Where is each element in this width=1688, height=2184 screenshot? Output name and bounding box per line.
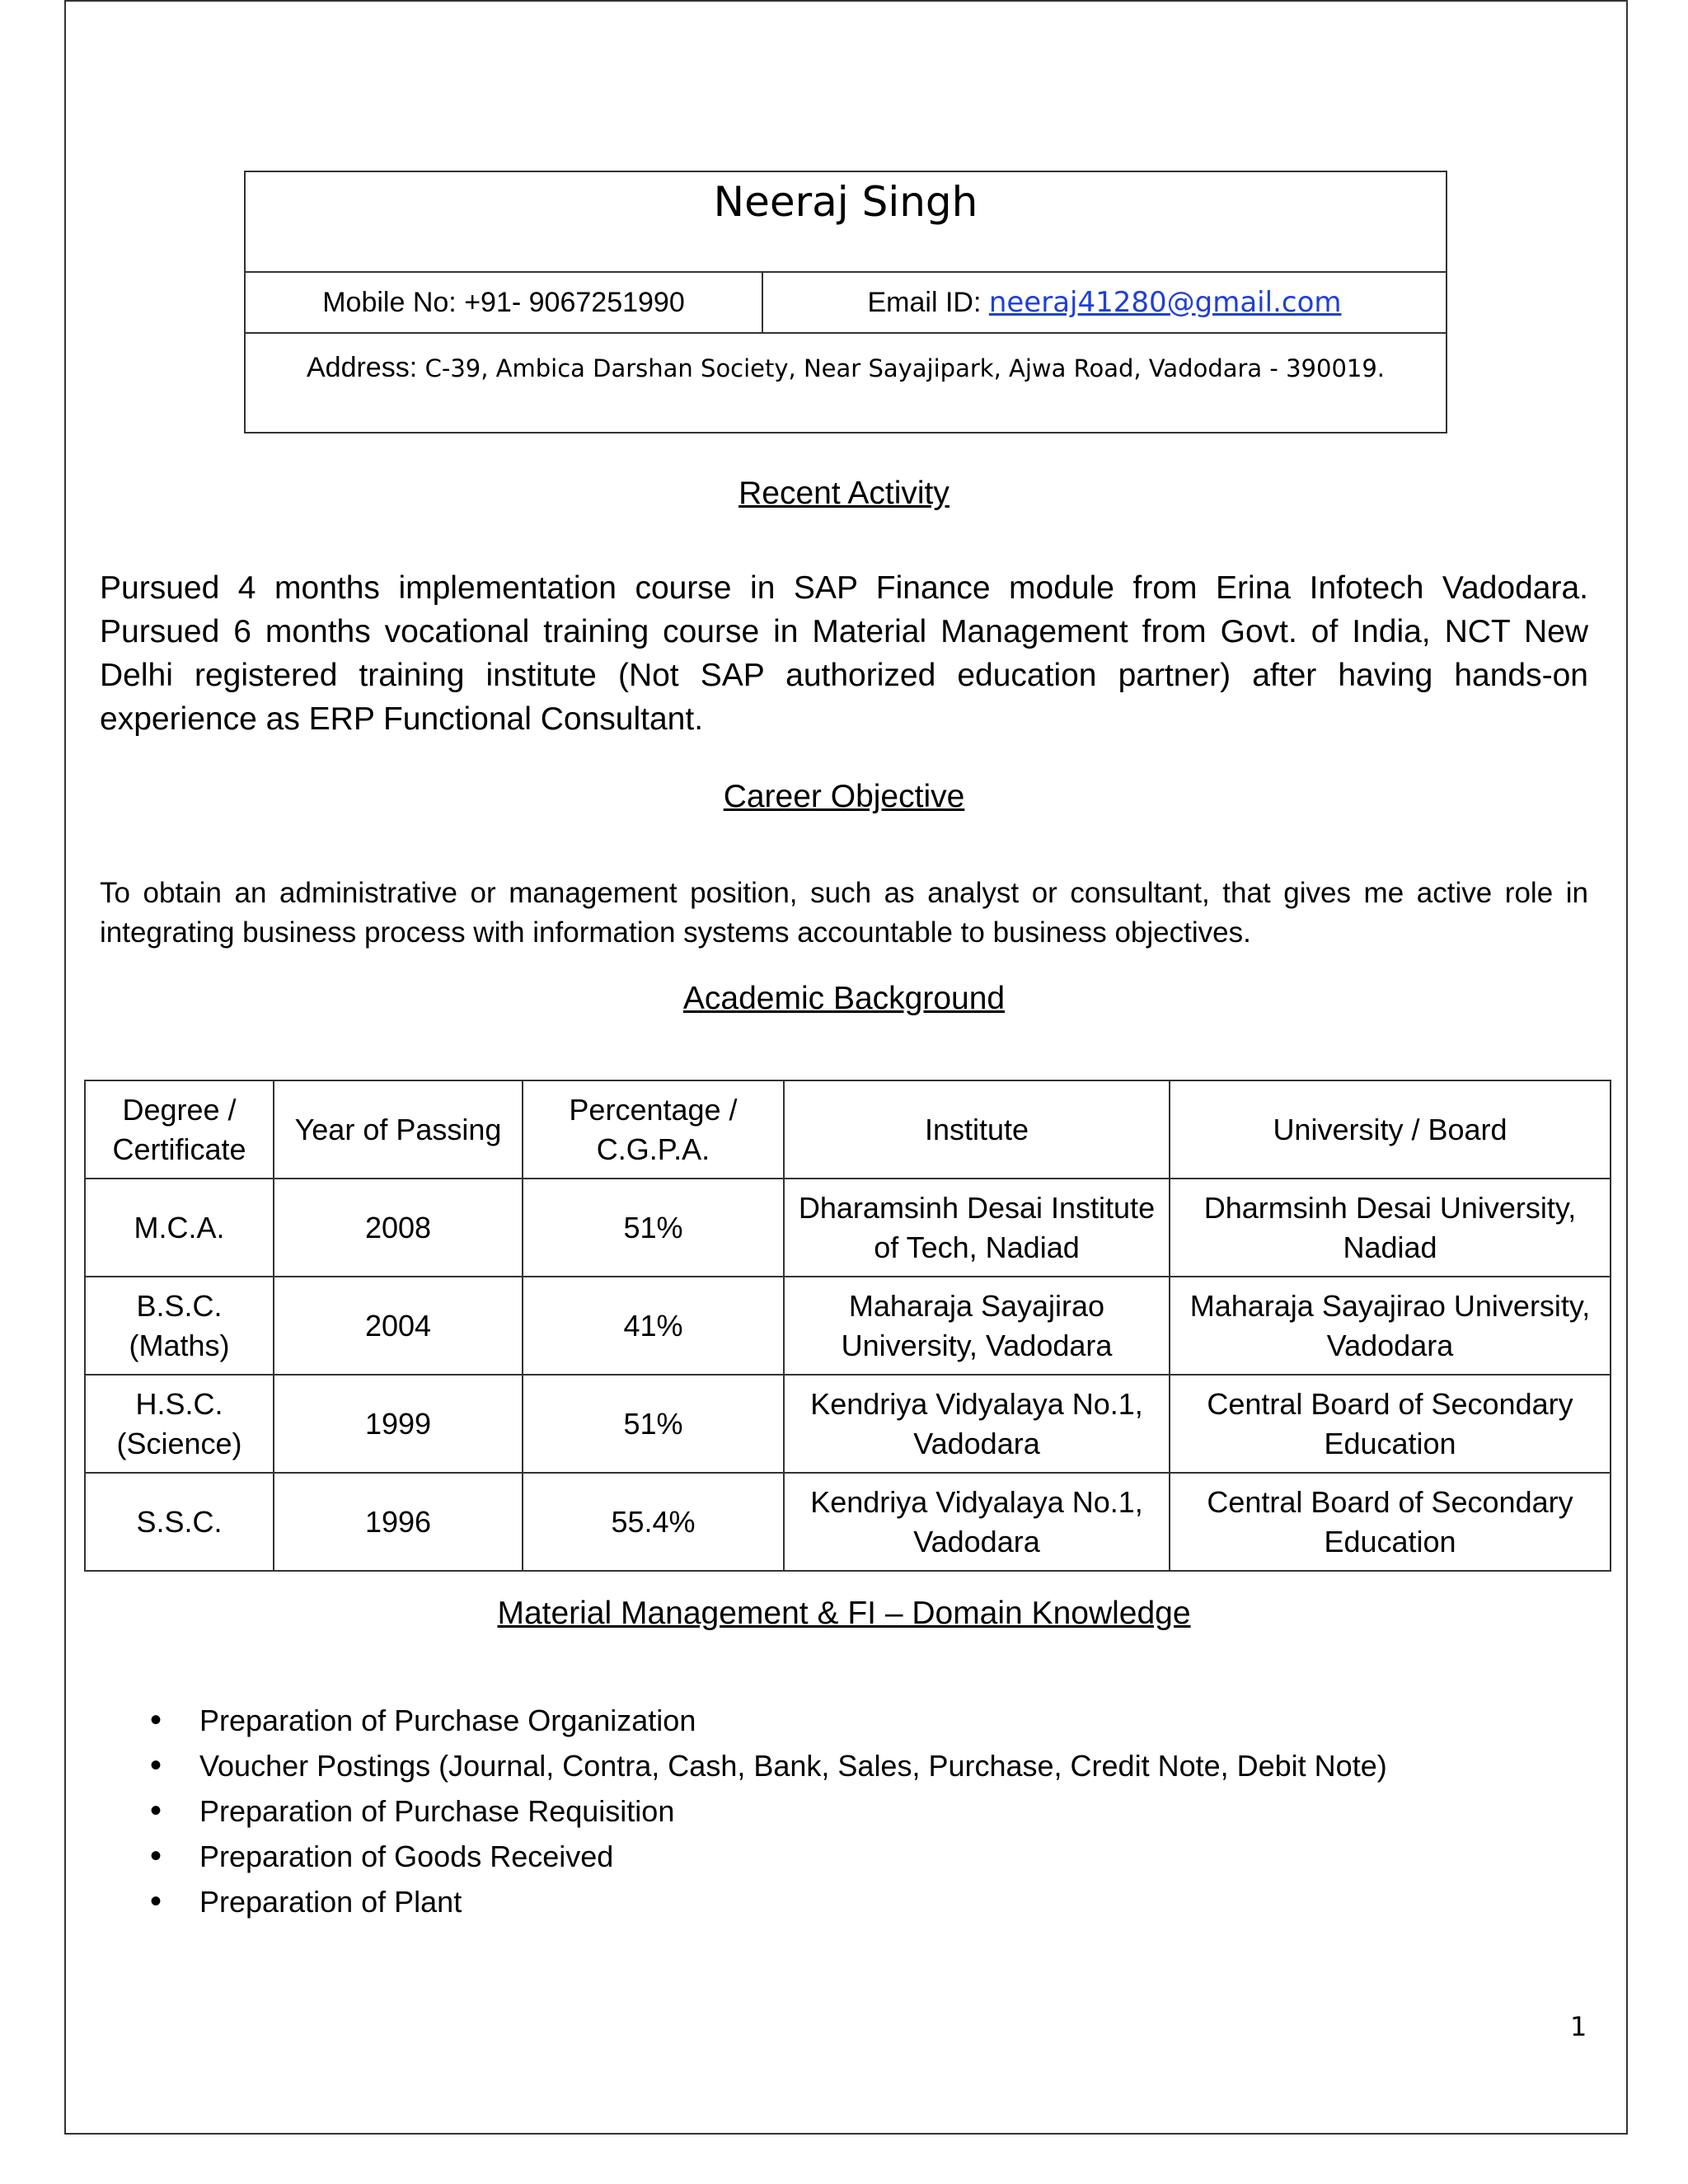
career-objective-heading: Career Objective [723, 779, 965, 814]
bullet-icon: • [150, 1883, 162, 1919]
cell-degree: H.S.C. (Science) [85, 1375, 274, 1473]
cell-percentage: 55.4% [523, 1473, 784, 1571]
bullet-icon: • [150, 1838, 162, 1874]
header-university: University / Board [1170, 1080, 1611, 1179]
table-row [85, 1375, 1611, 1473]
cell-degree: S.S.C. [85, 1473, 274, 1571]
bullet-icon: • [150, 1793, 162, 1829]
list-item: • Preparation of Purchase Requisition [150, 1788, 1387, 1834]
table-row [85, 1179, 1611, 1277]
cell-percentage: 51% [523, 1375, 784, 1473]
mobile-label: Mobile No: [322, 286, 465, 318]
mobile-value: +91- 9067251990 [464, 286, 685, 318]
career-objective-text: To obtain an administrative or management position, such as analyst or consultant, that gives me active role in integrating business process with information systems accountable to business objectives. [100, 877, 1588, 949]
list-item: • Preparation of Purchase Organization [150, 1698, 1387, 1743]
mobile-number [246, 273, 763, 332]
address-value: C-39, Ambica Darshan Society, Near Sayajipark, Ajwa Road, Vadodara - 390019. [424, 354, 1386, 382]
table-header-row [85, 1080, 1611, 1179]
cell-degree: B.S.C. (Maths) [85, 1277, 274, 1375]
cell-university: Dharmsinh Desai University, Nadiad [1170, 1179, 1611, 1277]
recent-activity-heading: Recent Activity [738, 476, 950, 511]
cell-institute: Maharaja Sayajirao University, Vadodara [784, 1277, 1170, 1375]
cell-institute: Dharamsinh Desai Institute of Tech, Nadiad [784, 1179, 1170, 1277]
domain-knowledge-heading: Material Management & FI – Domain Knowledge [497, 1596, 1191, 1631]
recent-activity-text: Pursued 4 months implementation course in SAP Finance module from Erina Infotech Vadodara. Pursued 6 months vocational training course in Material Management from Govt. of India, NCT New Delhi registered training institute (Not SAP authorized education partner) after having hands-on experience as ERP Functional Consultant. [100, 570, 1588, 737]
academic-table [84, 1080, 1611, 1572]
bullet-icon: • [150, 1702, 162, 1738]
cell-year: 2008 [274, 1179, 523, 1277]
bullet-icon: • [150, 1747, 162, 1783]
contact-header-box [244, 171, 1447, 434]
header-institute: Institute [784, 1080, 1170, 1179]
cell-percentage: 51% [523, 1179, 784, 1277]
email-id [763, 273, 1446, 332]
table-row [85, 1473, 1611, 1571]
address [307, 352, 1385, 384]
list-item: • Voucher Postings (Journal, Contra, Cash, Bank, Sales, Purchase, Credit Note, Debit Note) [150, 1743, 1387, 1788]
list-item: • Preparation of Plant [150, 1879, 1387, 1924]
page-number: 1 [1570, 2011, 1587, 2042]
cell-university: Central Board of Secondary Education [1170, 1473, 1611, 1571]
header-percentage: Percentage / C.G.P.A. [523, 1080, 784, 1179]
cell-institute: Kendriya Vidyalaya No.1, Vadodara [784, 1375, 1170, 1473]
cell-percentage: 41% [523, 1277, 784, 1375]
academic-background-heading: Academic Background [682, 981, 1006, 1016]
email-label: Email ID: [867, 286, 989, 318]
domain-knowledge-list [150, 1698, 1387, 1924]
cell-year: 2004 [274, 1277, 523, 1375]
cell-year: 1996 [274, 1473, 523, 1571]
address-label: Address: [306, 352, 425, 383]
cell-university: Maharaja Sayajirao University, Vadodara [1170, 1277, 1611, 1375]
cell-degree: M.C.A. [85, 1179, 274, 1277]
cell-university: Central Board of Secondary Education [1170, 1375, 1611, 1473]
candidate-name: Neeraj Singh [713, 178, 978, 226]
cell-year: 1999 [274, 1375, 523, 1473]
list-item: • Preparation of Goods Received [150, 1834, 1387, 1879]
email-link[interactable]: neeraj41280@gmail.com [988, 286, 1342, 319]
header-year: Year of Passing [274, 1080, 523, 1179]
cell-institute: Kendriya Vidyalaya No.1, Vadodara [784, 1473, 1170, 1571]
table-row [85, 1277, 1611, 1375]
header-degree: Degree / Certificate [85, 1080, 274, 1179]
